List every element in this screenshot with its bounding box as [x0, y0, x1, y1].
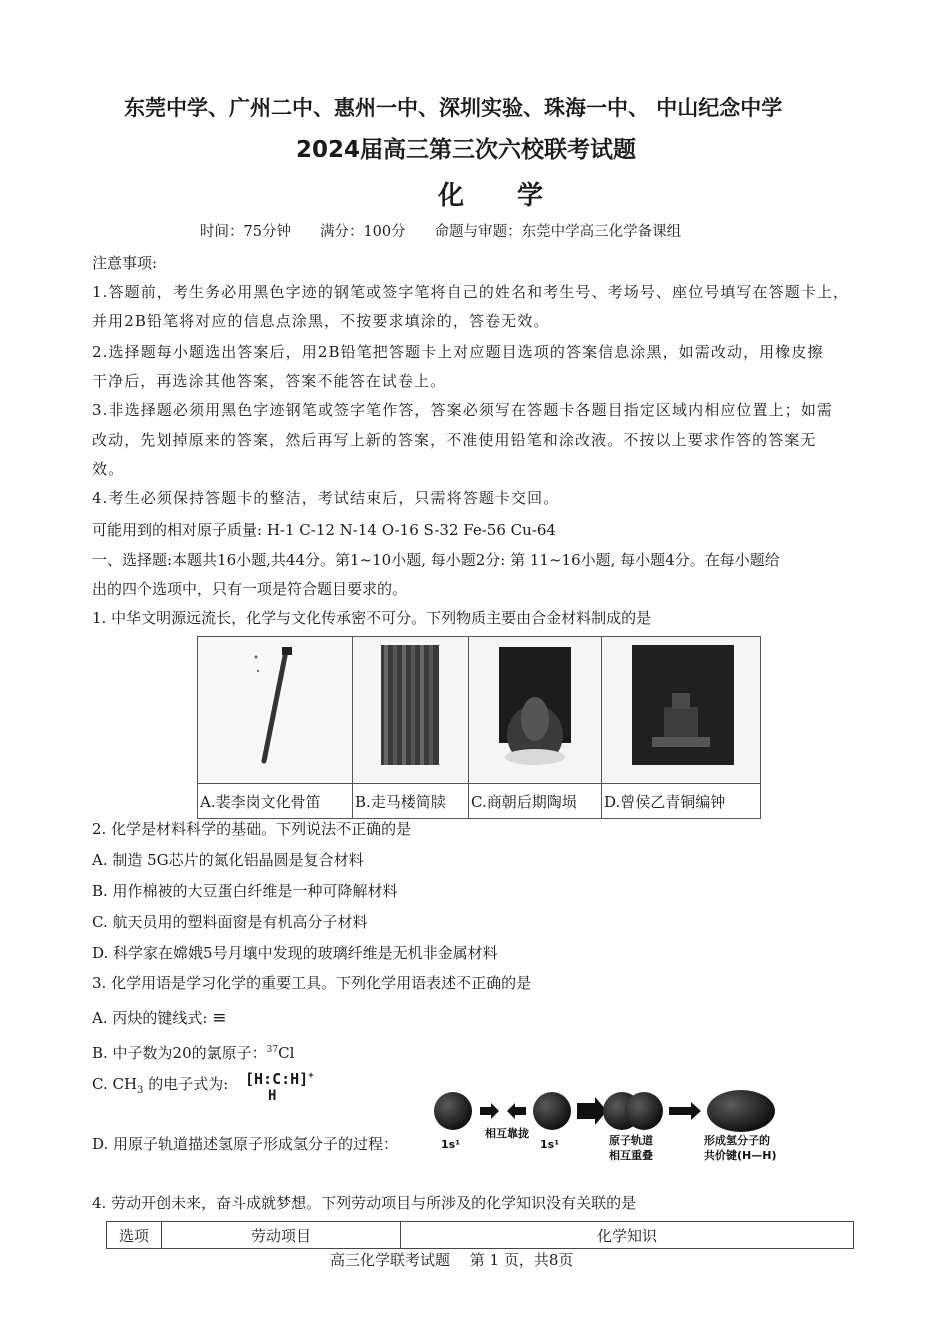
h2-molecule — [707, 1090, 775, 1132]
q3-option-c-text-pre: C. CH — [92, 1075, 138, 1093]
section-1-line-2: 出的四个选项中，只有一项是符合题目要求的。 — [92, 580, 408, 598]
q4-header-labor: 劳动项目 — [162, 1222, 401, 1249]
electron-formula-charge: + — [308, 1071, 314, 1081]
label-overlap-1: 原子轨道 — [609, 1134, 653, 1147]
exam-info: 时间：75分钟 满分：100分 命题与审题：东莞中学高三化学备课组 — [200, 224, 682, 240]
h-atom-right — [533, 1092, 571, 1130]
q1-option-d: D.曾侯乙青铜编钟 — [602, 784, 761, 819]
overlap-atom-right — [625, 1092, 663, 1130]
atomic-masses: 可能用到的相对原子质量: H-1 C-12 N-14 O-16 S-32 Fe-56 Cu-64 — [92, 521, 556, 539]
q4-table — [106, 1221, 854, 1249]
q4-header-knowledge: 化学知识 — [401, 1222, 854, 1249]
q2-option-d: D. 科学家在嫦娥5号月壤中发现的玻璃纤维是无机非金属材料 — [92, 944, 498, 962]
q1-image-cell-b — [353, 637, 469, 784]
q3-option-d-text: D. 用原子轨道描述氢原子形成氢分子的过程： — [92, 1135, 399, 1153]
notice-item-2-line-1: 2.选择题每小题选出答案后，用2B铅笔把答题卡上对应题目选项的答案信息涂黑，如需改动，用橡皮擦 — [92, 343, 824, 361]
q2-stem: 2. 化学是材料科学的基础。下列说法不正确的是 — [92, 820, 412, 838]
q3-option-b-text: B. 中子数为20的氯原子： — [92, 1044, 267, 1062]
electron-formula-bottom: H — [268, 1088, 277, 1104]
arrow-right-icon — [480, 1103, 499, 1119]
q2-option-a: A. 制造 5G芯片的氮化铝晶圆是复合材料 — [92, 851, 364, 869]
page-footer: 高三化学联考试题 第 1 页，共8页 — [330, 1251, 574, 1269]
bamboo-slips-image — [353, 637, 468, 783]
hydrogen-orbital-diagram — [425, 1082, 790, 1166]
h-atom-left — [434, 1092, 472, 1130]
label-overlap-2: 相互重叠 — [609, 1149, 653, 1162]
pottery-xun-image — [469, 637, 601, 783]
q1-option-b: B.走马楼简牍 — [353, 784, 469, 819]
notice-item-3-line-2: 改动，先划掉原来的答案，然后再写上新的答案，不准使用铅笔和涂改液。不按以上要求作答的答案无 — [92, 431, 817, 449]
chlorine-mass-number: 37 — [266, 1045, 279, 1055]
notice-item-1-line-2: 并用2B铅笔将对应的信息点涂黑，不按要求填涂的，答卷无效。 — [92, 312, 550, 330]
notice-item-2-line-2: 干净后，再选涂其他答案，答案不能答在试卷上。 — [92, 372, 447, 390]
methyl-electron-formula — [245, 1070, 314, 1088]
q3-option-c-text-post: 的电子式为: — [143, 1075, 229, 1093]
q2-option-c: C. 航天员用的塑料面窗是有机高分子材料 — [92, 913, 368, 931]
q1-option-a: A.裴李岗文化骨笛 — [198, 784, 353, 819]
label-1s-right: 1s¹ — [540, 1138, 560, 1151]
notice-heading: 注意事项: — [92, 254, 158, 272]
notice-item-3-line-1: 3.非选择题必须用黑色字迹钢笔或签字笔作答，答案必须写在答题卡各题目指定区域内相应位置上；如需 — [92, 401, 834, 419]
subject-title: 化 学 — [438, 181, 566, 211]
thin-arrow-icon — [669, 1102, 701, 1120]
q1-stem: 1. 中华文明源远流长，化学与文化传承密不可分。下列物质主要由合金材料制成的是 — [92, 609, 652, 627]
q1-option-c: C.商朝后期陶埙 — [469, 784, 602, 819]
exam-title: 2024届高三第三次六校联考试题 — [296, 137, 637, 163]
chlorine-symbol: Cl — [278, 1044, 295, 1062]
q2-option-b: B. 用作棉被的大豆蛋白纤维是一种可降解材料 — [92, 882, 398, 900]
q3-option-c — [92, 1073, 228, 1096]
label-approach: 相互靠拢 — [485, 1127, 529, 1140]
notice-item-4: 4.考生必须保持答题卡的整洁，考试结束后，只需将答题卡交回。 — [92, 489, 560, 507]
q1-image-table — [197, 636, 761, 819]
q3-option-a — [92, 1007, 226, 1028]
q1-image-cell-d — [602, 637, 761, 784]
arrow-left-icon — [507, 1103, 526, 1119]
label-1s-left: 1s¹ — [441, 1138, 461, 1151]
q4-stem: 4. 劳动开创未来，奋斗成就梦想。下列劳动项目与所涉及的化学知识没有关联的是 — [92, 1194, 637, 1212]
notice-item-1-line-1: 1.答题前，考生务必用黑色字迹的钢笔或签字笔将自己的姓名和考生号、考场号、座位号填写在答题卡上， — [92, 283, 850, 301]
q3-option-a-text: A. 丙炔的键线式: — [92, 1009, 208, 1027]
label-bond-1: 形成氢分子的 — [704, 1134, 770, 1147]
bronze-chime-bell-image — [602, 637, 760, 783]
q1-image-cell-c — [469, 637, 602, 784]
q4-header-option: 选项 — [107, 1222, 162, 1249]
propyne-skeletal-formula: ≡ — [212, 1008, 227, 1028]
label-bond-2: 共价键(H—H) — [704, 1149, 777, 1162]
electron-formula-top: [H:C:H] — [245, 1070, 309, 1088]
notice-item-3-line-3: 效。 — [92, 460, 125, 478]
schools-header: 东莞中学、广州二中、惠州一中、深圳实验、珠海一中、 中山纪念中学 — [124, 96, 783, 120]
q1-image-cell-a — [198, 637, 353, 784]
q3-stem: 3. 化学用语是学习化学的重要工具。下列化学用语表述不正确的是 — [92, 974, 532, 992]
q3-option-c-subscript: 3 — [137, 1085, 144, 1096]
big-arrow-icon — [577, 1097, 607, 1125]
section-1-line-1: 一、选择题:本题共16小题,共44分。第1~10小题, 每小题2分: 第 11~16小题, 每小题4分。在每小题给 — [92, 551, 780, 569]
bone-flute-image — [198, 637, 352, 783]
q3-option-b — [92, 1042, 294, 1063]
